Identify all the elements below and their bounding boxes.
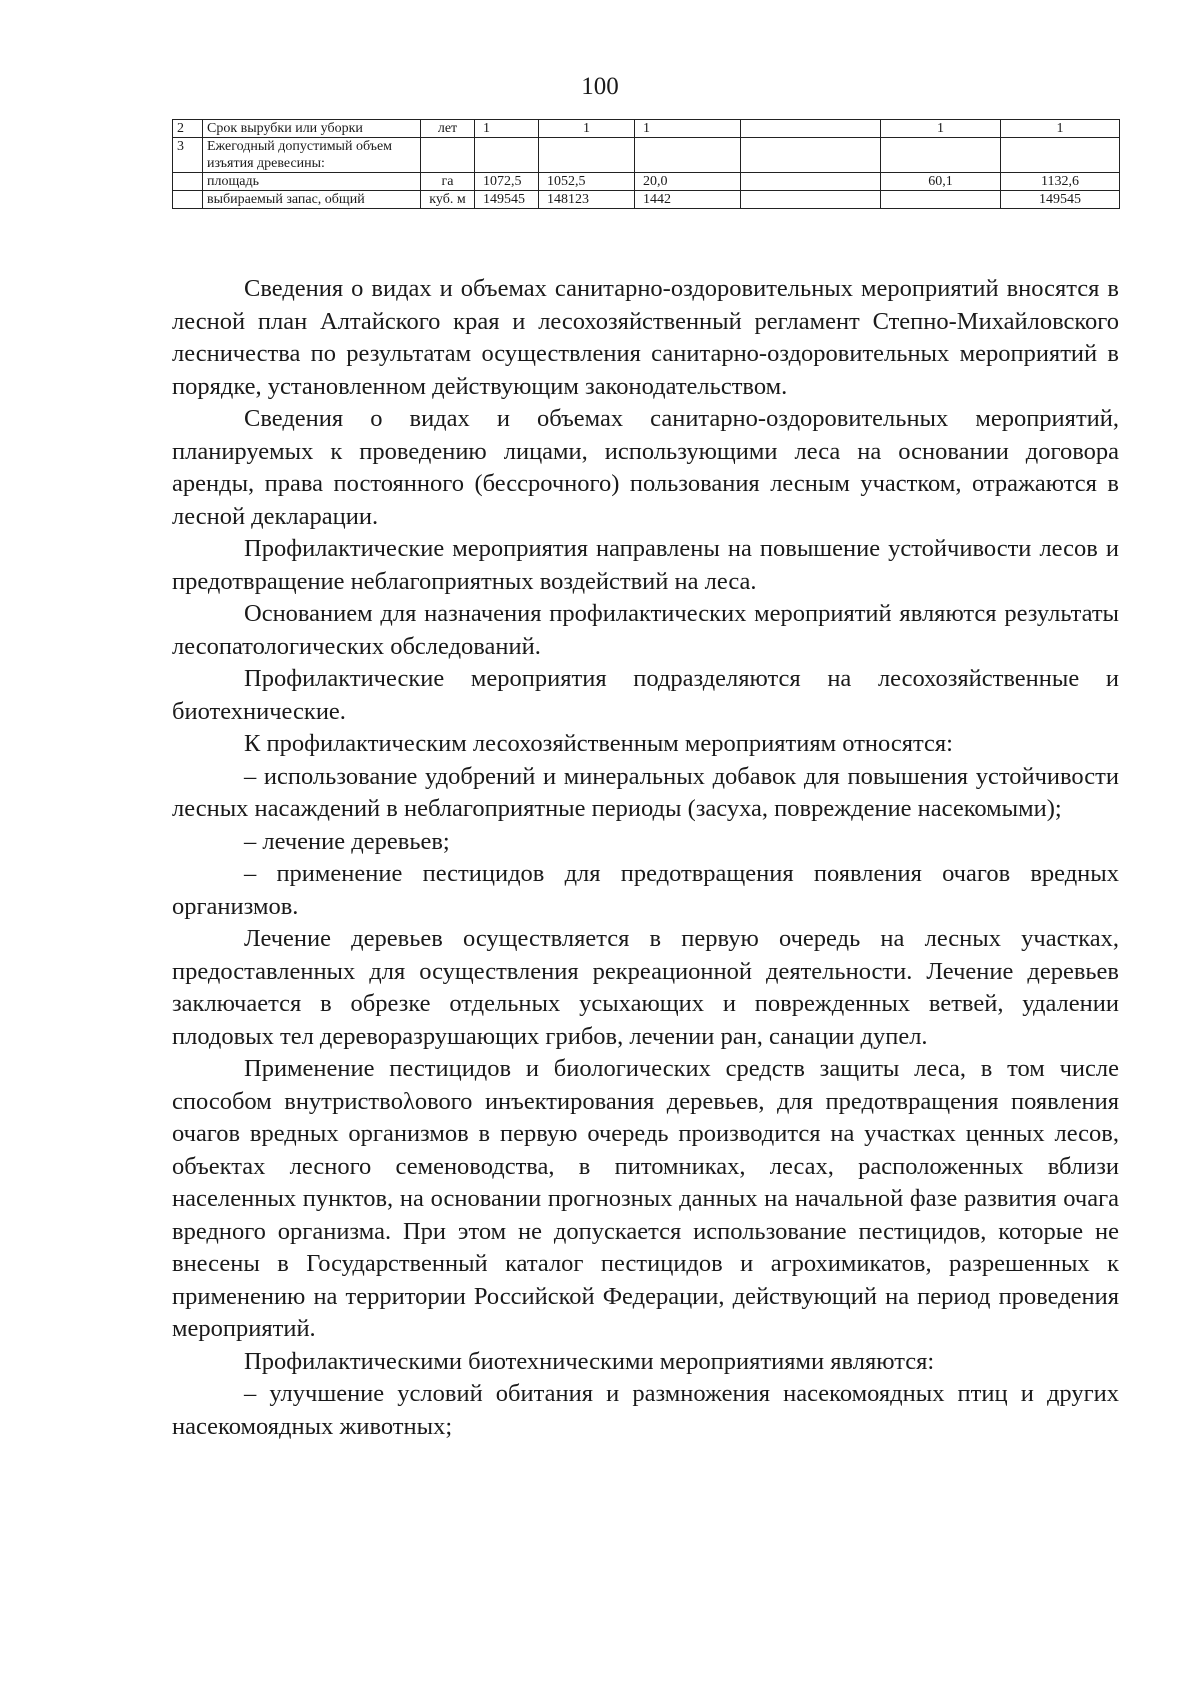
table-cell: 60,1 [881, 173, 1001, 191]
table-cell: Срок вырубки или уборки [203, 120, 421, 138]
table-cell: га [421, 173, 475, 191]
paragraph: К профилактическим лесохозяйственным мероприятиям относятся: [244, 730, 953, 757]
table-cell: куб. м [421, 191, 475, 209]
table-cell [741, 120, 881, 138]
table-cell [475, 138, 539, 173]
table-cell: 1 [475, 120, 539, 138]
table-cell: 1 [881, 120, 1001, 138]
table-cell: 1 [635, 120, 741, 138]
table-cell: 2 [173, 120, 203, 138]
table-cell [173, 191, 203, 209]
table-cell: 1052,5 [539, 173, 635, 191]
table-cell: выбираемый запас, общий [203, 191, 421, 209]
list-item: – улучшение условий обитания и размножения насекомоядных птиц и других насекомоядных животных; [172, 1380, 1119, 1440]
table-cell [1001, 138, 1120, 173]
table-cell [173, 173, 203, 191]
paragraph: Основанием для назначения профилактических мероприятий являются результаты лесопатологических обследований. [172, 600, 1119, 660]
table-cell: 149545 [475, 191, 539, 209]
list-item: – использование удобрений и минеральных добавок для повышения устойчивости лесных насаждений в неблагоприятные периоды (засуха, повреждение насекомыми); [172, 762, 1119, 822]
table-row [173, 191, 1120, 209]
paragraph: Сведения о видах и объемах санитарно-оздоровительных мероприятий вносятся в лесной план Алтайского края и лесохозяйственный регламент Степно-Михайловского лесничества по результатам осуществления санитарно-оздоровительных мероприятий в порядке, установленном действующим законодательством. [172, 275, 1119, 400]
paragraph: Лечение деревьев осуществляется в первую очередь на лесных участках, предоставленных для осуществления рекреационной деятельности. Лечение деревьев заключается в обрезке отдельных усыхающих и поврежденных ветвей, удалении плодовых тел дереворазрушающих грибов, лечении ран, санации дупел. [172, 925, 1119, 1050]
table-row [173, 138, 1120, 173]
table-cell: Ежегодный допустимый объем изъятия древесины: [203, 138, 421, 173]
table-cell: 1132,6 [1001, 173, 1120, 191]
table-cell [741, 138, 881, 173]
body-text [172, 273, 1119, 1443]
table-cell [741, 173, 881, 191]
list-item: – лечение деревьев; [244, 827, 450, 855]
table-cell: 3 [173, 138, 203, 173]
continued-table [172, 119, 1120, 209]
table-cell [741, 191, 881, 209]
table-cell [881, 191, 1001, 209]
table-cell: 20,0 [635, 173, 741, 191]
table-row [173, 173, 1120, 191]
table-cell: 1442 [635, 191, 741, 209]
table-cell [881, 138, 1001, 173]
table-cell: 1072,5 [475, 173, 539, 191]
table-cell: лет [421, 120, 475, 138]
table-cell [539, 138, 635, 173]
table-row [173, 120, 1120, 138]
table-cell [421, 138, 475, 173]
table-cell [635, 138, 741, 173]
paragraph: Применение пестицидов и биологических средств защиты леса, в том числе способом внутриствολового инъектирования деревьев, для предотвращения появления очагов вредных организмов в первую очередь производится на участках ценных лесов, объектах лесного семеноводства, в питомниках, лесах, расположенных вблизи населенных пунктов, на основании прогнозных данных на начальной фазе развития очага вредного организма. При этом не допускается использование пестицидов, которые не внесены в Государственный каталог пестицидов и агрохимикатов, разрешенных к применению на территории Российской Федерации, действующий на период проведения мероприятий. [172, 1055, 1119, 1342]
paragraph: Профилактические мероприятия направлены на повышение устойчивости лесов и предотвращение неблагоприятных воздействий на леса. [172, 535, 1119, 595]
paragraph: Профилактическими биотехническими мероприятиями являются: [244, 1347, 935, 1375]
table-cell: 148123 [539, 191, 635, 209]
table-cell: 1 [1001, 120, 1120, 138]
table-cell: площадь [203, 173, 421, 191]
list-item: – применение пестицидов для предотвращения появления очагов вредных организмов. [172, 860, 1119, 920]
table-cell: 149545 [1001, 191, 1120, 209]
page-number: 100 [581, 73, 619, 100]
table-cell: 1 [539, 120, 635, 138]
paragraph: Сведения о видах и объемах санитарно-оздоровительных мероприятий, планируемых к проведению лицами, использующими леса на основании договора аренды, права постоянного (бессрочного) пользования лесным участком, отражаются в лесной декларации. [172, 405, 1119, 530]
paragraph: Профилактические мероприятия подразделяются на лесохозяйственные и биотехнические. [172, 665, 1119, 725]
